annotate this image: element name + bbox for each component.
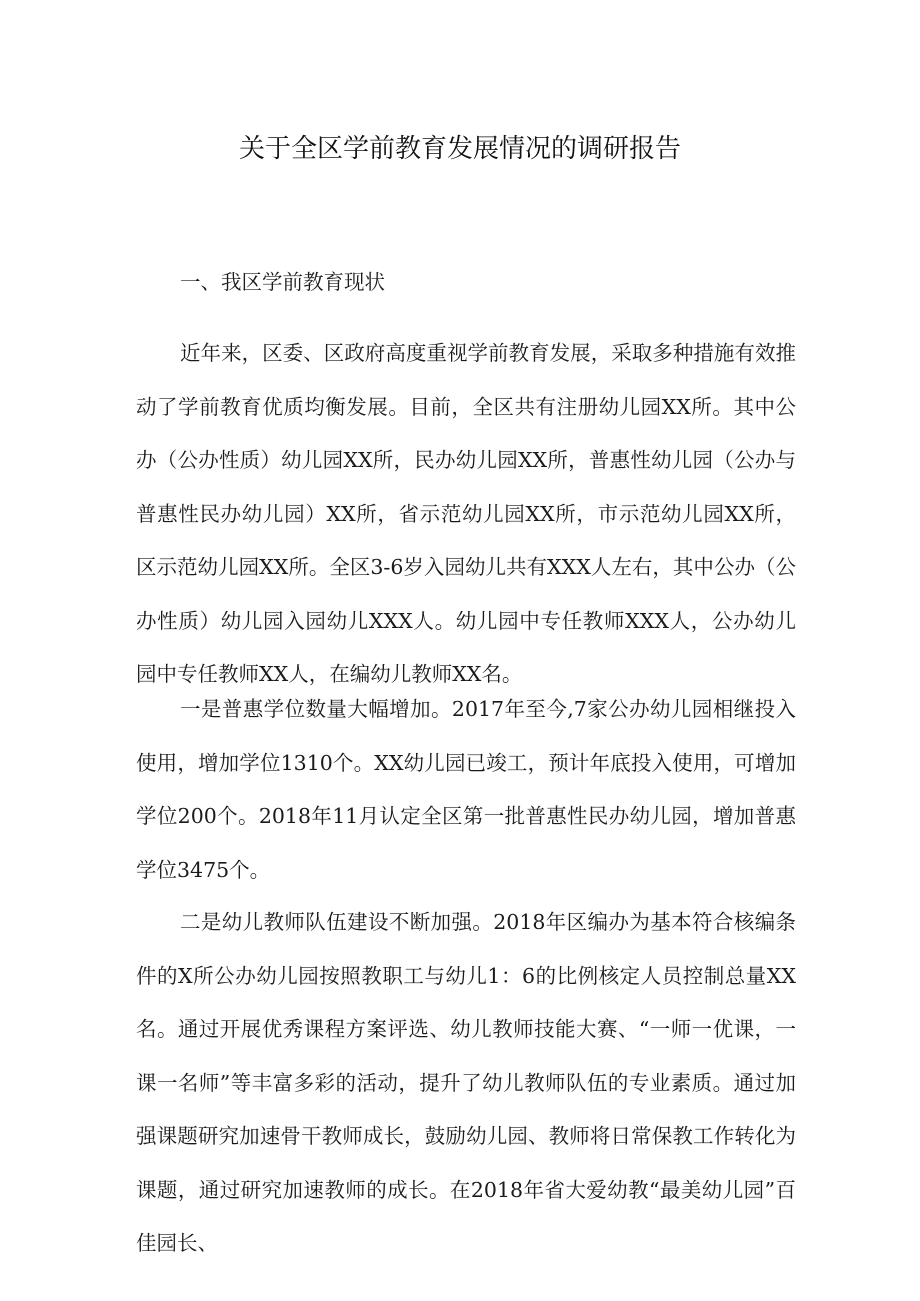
paragraph-current-status: 近年来，区委、区政府高度重视学前教育发展，采取多种措施有效推动了学前教育优质均衡发展。目前，全区共有注册幼儿园XX所。其中公办（公办性质）幼儿园XX所，民办幼儿园XX所，普惠性幼儿园（公办与普惠性民办幼儿园）XX所，省示范幼儿园XX所，市示范幼儿园XX所，区示范幼儿园XX所。全区3-6岁入园幼儿共有XXX人左右，其中公办（公办性质）幼儿园入园幼儿XXX人。幼儿园中专任教师XXX人，公办幼儿园中专任教师XX人，在编幼儿教师XX名。 [136,341,796,686]
paragraph-inclusive-places: 一是普惠学位数量大幅增加。2017年至今,7家公办幼儿园相继投入使用，增加学位1310个。XX幼儿园已竣工，预计年底投入使用，可增加学位200个。2018年11月认定全区第一批普惠性民办幼儿园，增加普惠学位3475个。 [136,697,796,882]
document-title: 关于全区学前教育发展情况的调研报告 [238,134,681,164]
section-heading: 一、我区学前教育现状 [180,270,385,294]
paragraph-teacher-team: 二是幼儿教师队伍建设不断加强。2018年区编办为基本符合核编条件的X所公办幼儿园按照教职工与幼儿1：6的比例核定人员控制总量XX名。通过开展优秀课程方案评选、幼儿教师技能大赛、“一师一优课，一课一名师”等丰富多彩的活动，提升了幼儿教师队伍的专业素质。通过加强课题研究加速骨干教师成长，鼓励幼儿园、教师将日常保教工作转化为课题，通过研究加速教师的成长。在2018年省大爱幼教“最美幼儿园”百佳园长、 [136,910,796,1255]
